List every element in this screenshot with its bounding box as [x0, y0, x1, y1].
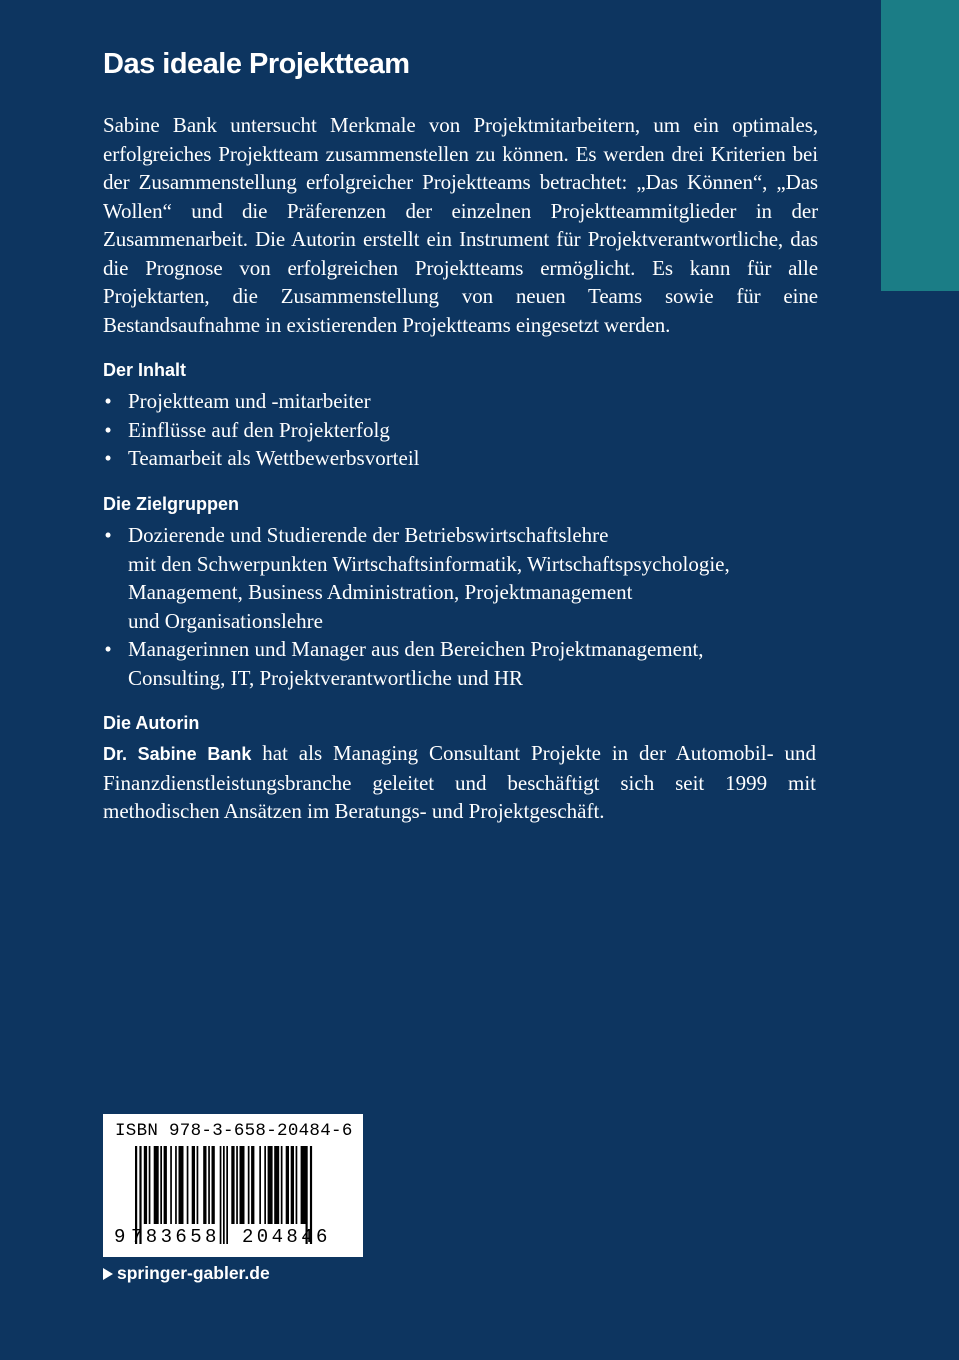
list-item: [103, 521, 818, 635]
barcode-bar: [187, 1146, 189, 1224]
barcode-bar: [236, 1146, 238, 1224]
list-item-text: Projektteam und -mitarbeiter: [128, 389, 371, 413]
book-description: Sabine Bank untersucht Merkmale von Projektmitarbeitern, um ein optimales, erfolgreiches Projektteam zusammenstellen zu können. Es werden drei Kriterien bei der Zusammenstellung erfolgreicher Projektteams betrachtet: „Das Können“, „Das Wollen“ und die Präferenzen der einzelnen Projektteammitglieder in der Zusammenarbeit. Die Autorin erstellt ein Instrument für Projektverantwortliche, das die Prognose von erfolgreichen Projektteams ermöglicht. Es kann für alle Projektarten, die Zusammenstellung von neuen Teams sowie für eine Bestandsaufnahme in existierenden Projektteams eingesetzt werden.: [103, 113, 818, 337]
zielgruppen-heading: Die Zielgruppen: [103, 494, 240, 514]
bullet-icon: •: [104, 523, 112, 547]
zielgruppen-list: [103, 521, 818, 692]
list-item: [103, 416, 818, 445]
barcode-bar: [164, 1146, 167, 1224]
barcode-bar: [248, 1146, 250, 1224]
barcode-digit-prefix: 9: [114, 1226, 126, 1248]
list-item-line: Management, Business Administration, Projektmanagement: [128, 580, 633, 604]
barcode-bar: [149, 1146, 151, 1224]
barcode-bar: [179, 1146, 184, 1224]
barcode-bar: [274, 1146, 279, 1224]
barcode-bar: [223, 1146, 225, 1244]
autorin-heading: Die Autorin: [103, 713, 200, 733]
barcode-bar: [197, 1146, 199, 1224]
inhalt-heading: Der Inhalt: [103, 360, 187, 380]
list-item-line: mit den Schwerpunkten Wirtschaftsinformatik, Wirtschaftspsychologie,: [128, 551, 730, 576]
barcode-bar: [264, 1146, 266, 1224]
barcode-bar: [301, 1146, 306, 1224]
book-title: Das ideale Projektteam: [103, 48, 410, 80]
publisher-link[interactable]: [103, 1261, 270, 1285]
barcode-bar: [203, 1146, 206, 1224]
barcode-bar: [170, 1146, 172, 1224]
inhalt-list: [103, 387, 818, 473]
barcode-digits-right: 204846: [242, 1226, 331, 1248]
accent-bar: [881, 0, 959, 291]
barcode-bar: [226, 1146, 228, 1244]
author-bio: [103, 739, 816, 826]
barcode-bar: [240, 1146, 245, 1224]
barcode-bar: [286, 1146, 289, 1224]
bullet-icon: •: [104, 446, 112, 470]
list-item-line: Dozierende und Studierende der Betriebswirtschaftslehre: [128, 523, 609, 547]
list-item-line: Consulting, IT, Projektverantwortliche und HR: [128, 665, 524, 690]
arrow-right-icon: [103, 1268, 113, 1280]
barcode-bar: [212, 1146, 215, 1224]
barcode-bar: [160, 1146, 162, 1224]
list-item: [103, 387, 818, 416]
isbn-barcode: [103, 1114, 363, 1257]
bullet-icon: •: [104, 389, 112, 413]
barcode-bar: [281, 1146, 283, 1224]
isbn-label: ISBN 978-3-658-20484-6: [115, 1121, 353, 1141]
barcode-bar: [251, 1146, 254, 1224]
barcode-bar: [220, 1146, 222, 1244]
list-item: [103, 635, 818, 692]
author-name: Dr. Sabine Bank: [103, 744, 252, 764]
list-item: [103, 444, 818, 473]
barcode-bar: [259, 1146, 261, 1224]
list-item-text: Teamarbeit als Wettbewerbsvorteil: [128, 446, 420, 470]
bullet-icon: •: [104, 417, 112, 442]
list-item-line: Managerinnen und Manager aus den Bereichen Projektmanagement,: [128, 637, 704, 661]
barcode-bar: [144, 1146, 147, 1224]
barcode-digits-left: 783658: [131, 1226, 220, 1248]
barcode-bar: [154, 1146, 159, 1224]
barcode-bar: [296, 1146, 298, 1224]
barcode-bar: [192, 1146, 195, 1224]
bullet-icon: •: [104, 637, 112, 661]
barcode-bar: [175, 1146, 177, 1224]
barcode-bar: [268, 1146, 273, 1224]
author-bio-text: hat als Managing Consultant Projekte in der Automobil- und Finanzdienstleistungsbranche geleitet und beschäftigt sich seit 1999 mit methodischen Ansätzen im Beratungs- und Projektgeschäft.: [103, 741, 816, 823]
barcode-bar: [231, 1146, 234, 1224]
barcode-bar: [208, 1146, 210, 1224]
publisher-link-text: springer-gabler.de: [117, 1263, 270, 1283]
barcode-bar: [291, 1146, 294, 1224]
list-item-text: Einflüsse auf den Projekterfolg: [128, 417, 390, 442]
list-item-line: und Organisationslehre: [128, 608, 323, 633]
